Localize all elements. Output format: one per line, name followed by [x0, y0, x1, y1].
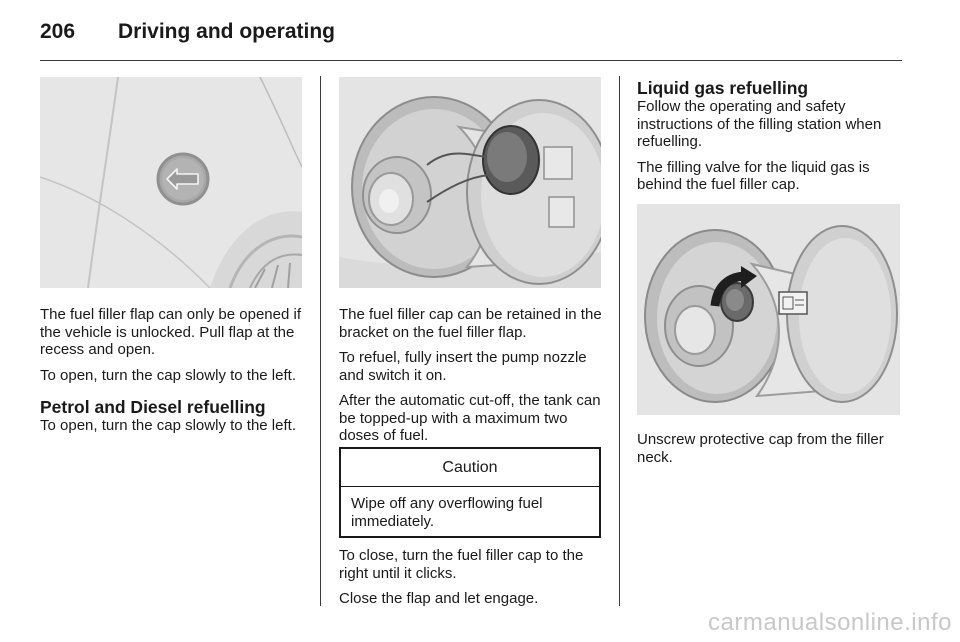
lpg-valve-illustration — [637, 204, 900, 415]
column-divider-2 — [619, 76, 620, 606]
column-2-bottom — [339, 547, 605, 608]
page-number: 206 — [40, 20, 76, 43]
fuel-flap-text: The fuel filler flap can only be opened if the vehicle is unlocked. Pull flap at the recess and open. — [40, 306, 301, 358]
close-flap-text: Close the flap and let engage. — [339, 590, 539, 607]
unscrew-cap-text: Unscrew protective cap from the filler neck. — [637, 431, 884, 466]
watermark: carmanualsonline.info — [708, 609, 952, 636]
close-cap-text: To close, turn the fuel filler cap to the right until it clicks. — [339, 547, 584, 582]
liquid-gas-instructions: Follow the operating and safety instructions of the filling station when refuelling. — [637, 98, 882, 150]
caution-text: Wipe off any overflowing fuel immediately. — [351, 495, 543, 530]
topup-text: After the automatic cut-off, the tank can be topped-up with a maximum two doses of fuel. — [339, 392, 601, 444]
column-2 — [339, 306, 605, 445]
liquid-gas-heading: Liquid gas refuelling — [637, 78, 809, 98]
caution-box — [339, 447, 601, 538]
caution-title: Caution — [341, 449, 599, 487]
column-3 — [637, 78, 903, 194]
petrol-diesel-text: To open, turn the cap slowly to the left. — [40, 417, 296, 434]
column-divider-1 — [320, 76, 321, 606]
header-rule — [40, 60, 902, 61]
column-1 — [40, 306, 306, 435]
section-title: Driving and operating — [118, 20, 336, 43]
petrol-diesel-heading: Petrol and Diesel refuelling — [40, 397, 266, 417]
filling-valve-text: The filling valve for the liquid gas is behind the fuel filler cap. — [637, 158, 870, 193]
column-3-bottom — [637, 431, 903, 466]
refuel-text: To refuel, fully insert the pump nozzle and switch it on. — [339, 349, 587, 384]
fuel-cap-bracket-illustration — [339, 77, 601, 288]
cap-bracket-text: The fuel filler cap can be retained in the bracket on the fuel filler flap. — [339, 306, 602, 341]
fuel-flap-illustration — [40, 77, 302, 288]
open-cap-text: To open, turn the cap slowly to the left. — [40, 366, 296, 384]
